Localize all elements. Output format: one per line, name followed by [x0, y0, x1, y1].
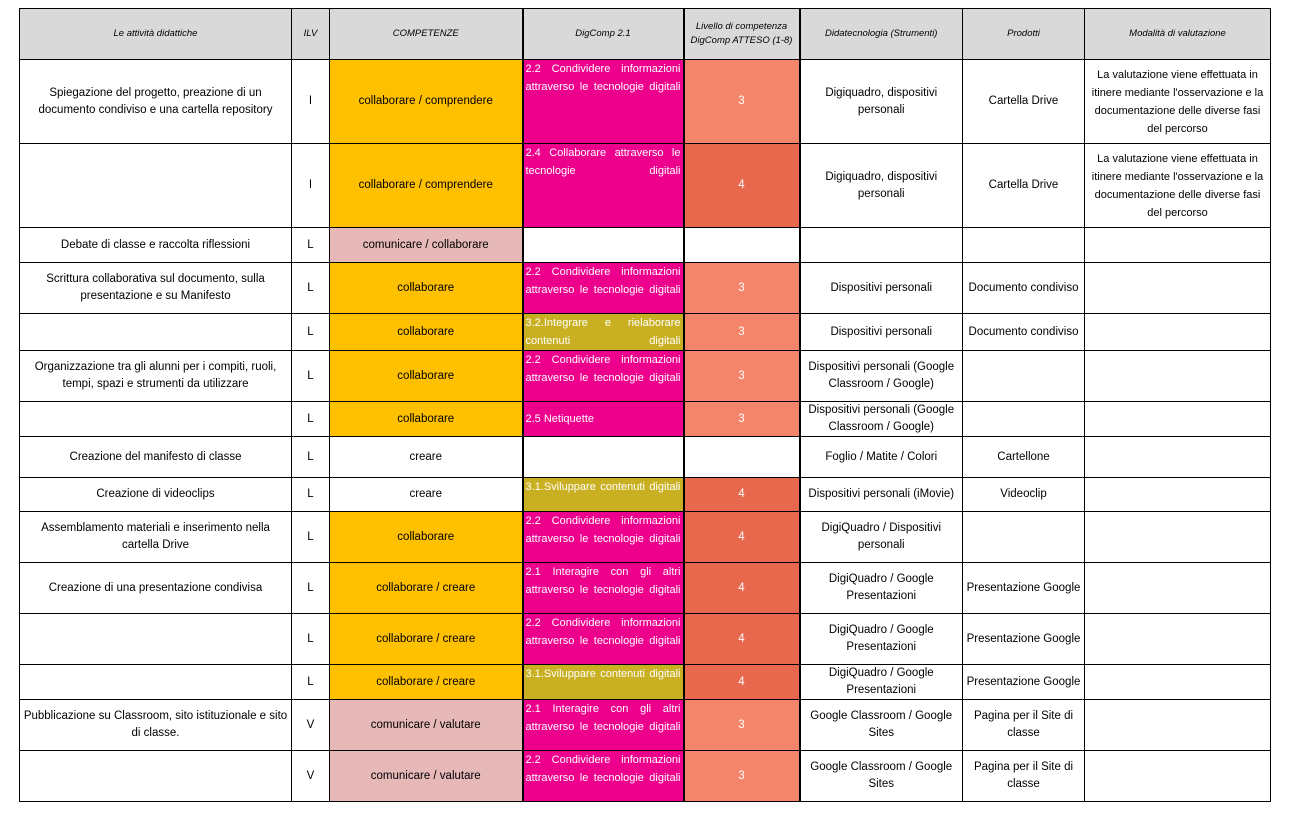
cell-livello: 3	[684, 263, 800, 314]
cell-valutazione	[1085, 402, 1271, 437]
cell-competenze: collaborare	[330, 351, 523, 402]
cell-strumenti: Google Classroom / Google Sites	[800, 700, 963, 751]
cell-competenze: collaborare / creare	[330, 614, 523, 665]
cell-strumenti: DigiQuadro / Google Presentazioni	[800, 563, 963, 614]
cell-digcomp	[523, 437, 684, 478]
table-row	[20, 263, 1271, 314]
cell-strumenti: Google Classroom / Google Sites	[800, 751, 963, 802]
header-prodotti: Prodotti	[963, 9, 1085, 60]
cell-ilv: L	[292, 402, 330, 437]
cell-valutazione	[1085, 614, 1271, 665]
cell-digcomp: 3.1.Sviluppare contenuti digitali	[523, 478, 684, 512]
cell-digcomp: 2.2 Condividere informazioni attraverso le tecnologie digitali	[523, 60, 684, 144]
table-row	[20, 228, 1271, 263]
cell-valutazione	[1085, 563, 1271, 614]
cell-livello: 3	[684, 351, 800, 402]
cell-competenze: collaborare	[330, 314, 523, 351]
table-row	[20, 751, 1271, 802]
cell-prodotti: Cartella Drive	[963, 144, 1085, 228]
cell-digcomp: 2.2 Condividere informazioni attraverso le tecnologie digitali	[523, 263, 684, 314]
cell-attivita	[20, 314, 292, 351]
cell-digcomp: 2.2 Condividere informazioni attraverso le tecnologie digitali	[523, 751, 684, 802]
cell-digcomp: 3.2.Integrare e rielaborare contenuti digitali	[523, 314, 684, 351]
cell-competenze: collaborare	[330, 263, 523, 314]
cell-attivita	[20, 665, 292, 700]
cell-valutazione	[1085, 751, 1271, 802]
header-digcomp: DigComp 2.1	[523, 9, 684, 60]
cell-strumenti: Dispositivi personali (Google Classroom / Google)	[800, 351, 963, 402]
cell-ilv: L	[292, 437, 330, 478]
table-row	[20, 563, 1271, 614]
cell-digcomp	[523, 228, 684, 263]
cell-strumenti: Dispositivi personali (Google Classroom / Google)	[800, 402, 963, 437]
cell-strumenti: Digiquadro, dispositivi personali	[800, 144, 963, 228]
cell-valutazione	[1085, 314, 1271, 351]
cell-digcomp: 2.2 Condividere informazioni attraverso le tecnologie digitali	[523, 512, 684, 563]
cell-prodotti	[963, 351, 1085, 402]
cell-competenze: comunicare / collaborare	[330, 228, 523, 263]
cell-attivita: Creazione di una presentazione condivisa	[20, 563, 292, 614]
cell-prodotti	[963, 512, 1085, 563]
cell-attivita	[20, 402, 292, 437]
cell-valutazione	[1085, 228, 1271, 263]
header-didatecnologia: Didatecnologia (Strumenti)	[800, 9, 963, 60]
cell-strumenti: DigiQuadro / Google Presentazioni	[800, 665, 963, 700]
cell-livello: 3	[684, 402, 800, 437]
table-row	[20, 402, 1271, 437]
cell-valutazione	[1085, 263, 1271, 314]
cell-attivita	[20, 144, 292, 228]
cell-strumenti: Dispositivi personali (iMovie)	[800, 478, 963, 512]
cell-livello	[684, 228, 800, 263]
cell-attivita	[20, 614, 292, 665]
cell-attivita	[20, 751, 292, 802]
cell-attivita: Organizzazione tra gli alunni per i compiti, ruoli, tempi, spazi e strumenti da utilizzare	[20, 351, 292, 402]
table-row	[20, 478, 1271, 512]
cell-ilv: L	[292, 512, 330, 563]
cell-ilv: L	[292, 563, 330, 614]
cell-prodotti	[963, 402, 1085, 437]
cell-prodotti: Pagina per il Site di classe	[963, 700, 1085, 751]
cell-prodotti: Presentazione Google	[963, 563, 1085, 614]
cell-competenze: collaborare	[330, 402, 523, 437]
cell-livello: 4	[684, 478, 800, 512]
table-row	[20, 437, 1271, 478]
cell-prodotti: Pagina per il Site di classe	[963, 751, 1085, 802]
cell-prodotti	[963, 228, 1085, 263]
cell-valutazione	[1085, 437, 1271, 478]
cell-livello	[684, 437, 800, 478]
cell-competenze: comunicare / valutare	[330, 751, 523, 802]
cell-digcomp: 2.4 Collaborare attraverso le tecnologie digitali	[523, 144, 684, 228]
cell-ilv: L	[292, 263, 330, 314]
cell-strumenti: Dispositivi personali	[800, 263, 963, 314]
header-valutazione: Modalità di valutazione	[1085, 9, 1271, 60]
activity-table	[19, 8, 1271, 802]
table-body	[20, 60, 1271, 802]
cell-ilv: L	[292, 351, 330, 402]
cell-competenze: collaborare / creare	[330, 563, 523, 614]
header-livello: Livello di competenza DigComp ATTESO (1-8)	[684, 9, 800, 60]
table-row	[20, 144, 1271, 228]
cell-prodotti: Presentazione Google	[963, 665, 1085, 700]
cell-ilv: L	[292, 314, 330, 351]
cell-competenze: creare	[330, 437, 523, 478]
cell-livello: 3	[684, 314, 800, 351]
table-row	[20, 700, 1271, 751]
cell-ilv: V	[292, 700, 330, 751]
cell-livello: 4	[684, 563, 800, 614]
cell-attivita: Assemblamento materiali e inserimento nella cartella Drive	[20, 512, 292, 563]
cell-strumenti: Digiquadro, dispositivi personali	[800, 60, 963, 144]
cell-ilv: V	[292, 751, 330, 802]
cell-competenze: creare	[330, 478, 523, 512]
table-row	[20, 351, 1271, 402]
cell-prodotti: Videoclip	[963, 478, 1085, 512]
cell-livello: 4	[684, 665, 800, 700]
cell-competenze: comunicare / valutare	[330, 700, 523, 751]
cell-strumenti: Foglio / Matite / Colori	[800, 437, 963, 478]
cell-attivita: Scrittura collaborativa sul documento, sulla presentazione e su Manifesto	[20, 263, 292, 314]
table-row	[20, 314, 1271, 351]
cell-ilv: I	[292, 144, 330, 228]
cell-livello: 4	[684, 614, 800, 665]
header-competenze: COMPETENZE	[330, 9, 523, 60]
cell-livello: 3	[684, 700, 800, 751]
header-ilv: ILV	[292, 9, 330, 60]
cell-strumenti: DigiQuadro / Google Presentazioni	[800, 614, 963, 665]
cell-ilv: L	[292, 665, 330, 700]
cell-prodotti: Cartella Drive	[963, 60, 1085, 144]
cell-competenze: collaborare / comprendere	[330, 144, 523, 228]
cell-livello: 3	[684, 60, 800, 144]
cell-prodotti: Documento condiviso	[963, 263, 1085, 314]
cell-attivita: Debate di classe e raccolta riflessioni	[20, 228, 292, 263]
cell-valutazione	[1085, 351, 1271, 402]
cell-strumenti: DigiQuadro / Dispositivi personali	[800, 512, 963, 563]
cell-valutazione: La valutazione viene effettuata in itinere mediante l'osservazione e la documentazione delle diverse fasi del percorso	[1085, 60, 1271, 144]
cell-ilv: L	[292, 478, 330, 512]
table-row	[20, 614, 1271, 665]
cell-attivita: Creazione di videoclips	[20, 478, 292, 512]
cell-strumenti	[800, 228, 963, 263]
table-row	[20, 665, 1271, 700]
cell-digcomp: 2.2 Condividere informazioni attraverso le tecnologie digitali	[523, 614, 684, 665]
cell-competenze: collaborare / creare	[330, 665, 523, 700]
cell-valutazione: La valutazione viene effettuata in itinere mediante l'osservazione e la documentazione delle diverse fasi del percorso	[1085, 144, 1271, 228]
cell-livello: 3	[684, 751, 800, 802]
cell-ilv: L	[292, 228, 330, 263]
cell-valutazione	[1085, 512, 1271, 563]
cell-digcomp: 2.1 Interagire con gli altri attraverso le tecnologie digitali	[523, 700, 684, 751]
cell-digcomp: 2.5 Netiquette	[523, 402, 684, 437]
table-row	[20, 512, 1271, 563]
header-attivita: Le attività didattiche	[20, 9, 292, 60]
cell-strumenti: Dispositivi personali	[800, 314, 963, 351]
cell-valutazione	[1085, 665, 1271, 700]
cell-digcomp: 2.1 Interagire con gli altri attraverso le tecnologie digitali	[523, 563, 684, 614]
cell-attivita: Creazione del manifesto di classe	[20, 437, 292, 478]
table-row	[20, 60, 1271, 144]
cell-digcomp: 2.2 Condividere informazioni attraverso le tecnologie digitali	[523, 351, 684, 402]
cell-ilv: I	[292, 60, 330, 144]
activity-table-container	[19, 8, 1271, 802]
cell-valutazione	[1085, 700, 1271, 751]
cell-prodotti: Presentazione Google	[963, 614, 1085, 665]
cell-attivita: Spiegazione del progetto, preazione di un documento condiviso e una cartella repository	[20, 60, 292, 144]
cell-digcomp: 3.1.Sviluppare contenuti digitali	[523, 665, 684, 700]
cell-attivita: Pubblicazione su Classroom, sito istituzionale e sito di classe.	[20, 700, 292, 751]
cell-prodotti: Documento condiviso	[963, 314, 1085, 351]
cell-competenze: collaborare / comprendere	[330, 60, 523, 144]
header-row	[20, 9, 1271, 60]
cell-competenze: collaborare	[330, 512, 523, 563]
cell-livello: 4	[684, 512, 800, 563]
cell-ilv: L	[292, 614, 330, 665]
cell-prodotti: Cartellone	[963, 437, 1085, 478]
cell-valutazione	[1085, 478, 1271, 512]
cell-livello: 4	[684, 144, 800, 228]
